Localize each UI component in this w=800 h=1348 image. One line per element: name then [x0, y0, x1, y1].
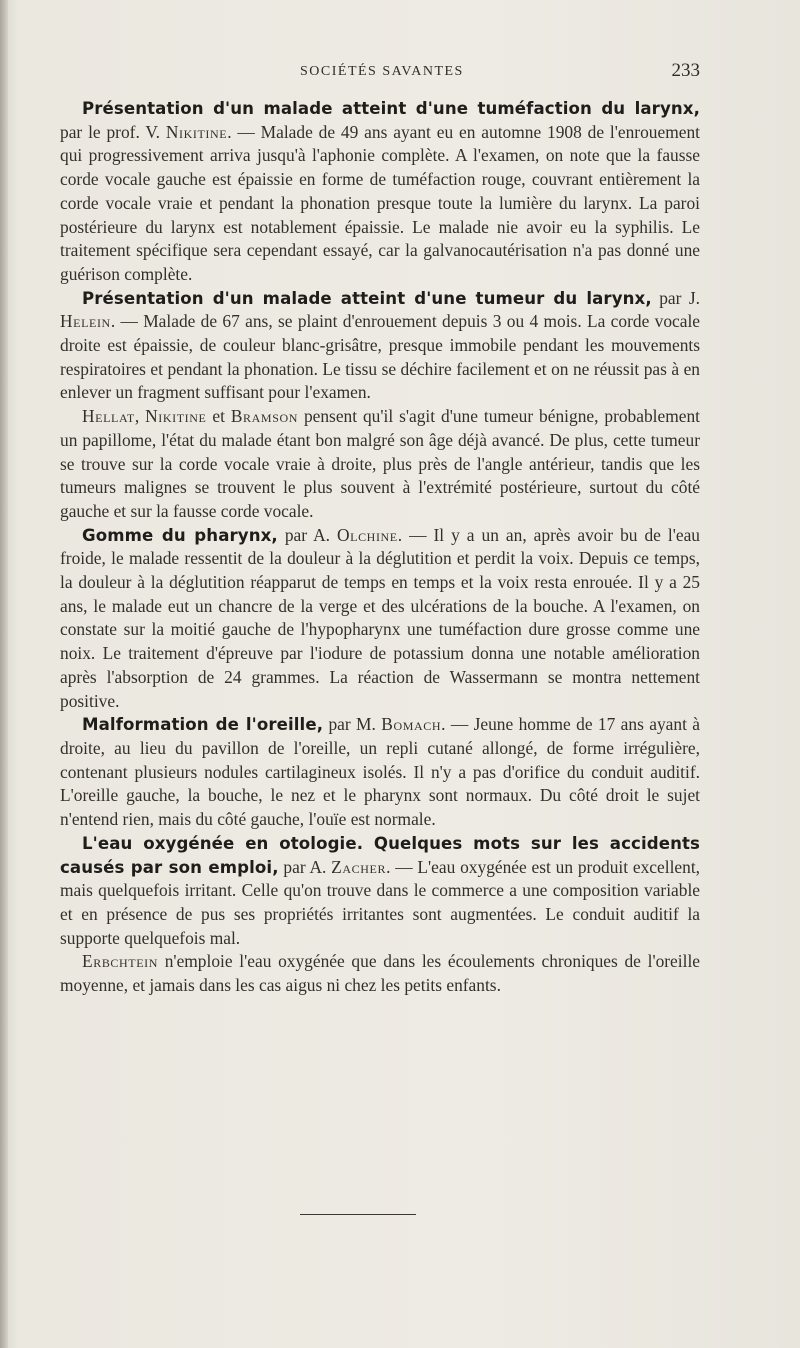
- byline-text: par le prof. V.: [60, 121, 166, 142]
- paragraph-eau-oxygenee: [60, 832, 700, 951]
- author-name: Zacher: [331, 856, 387, 877]
- paragraph-text: n'emploie l'eau oxygénée que dans les écoulements chroniques de l'oreille moyenne, et jamais dans les cas aigus ni chez les petits enfants.: [60, 951, 700, 996]
- paragraph-tumeur-larynx: [60, 287, 700, 406]
- section-end-rule: [300, 1214, 416, 1215]
- author-name: Hellat: [82, 406, 135, 427]
- page-spine-shadow: [0, 0, 8, 1348]
- article-body: [60, 97, 700, 998]
- section-heading: Présentation d'un malade atteint d'une tumeur du larynx,: [82, 288, 652, 308]
- paragraph-erbchtein: [60, 950, 700, 997]
- section-heading: Gomme du pharynx,: [82, 525, 278, 545]
- section-heading: Malformation de l'oreille,: [82, 715, 324, 735]
- paragraph-tumefaction-larynx: [60, 97, 700, 287]
- author-name: Bomach: [381, 714, 442, 735]
- separator-text: et: [206, 406, 231, 427]
- author-name: Nikitine: [165, 121, 228, 142]
- section-heading: L'eau oxygénée en otologie. Quelques mots sur les accidents causés par son emploi,: [60, 833, 700, 877]
- separator-text: ,: [134, 406, 146, 427]
- paragraph-text: . — Malade de 49 ans ayant eu en automne 1908 de l'enrouement qui progressivement arriva jusqu'à l'aphonie complète. A l'examen, on note que la fausse corde vocale gauche est épaissie en forme de tuméfaction rouge, couvrant entièrement la corde vocale vraie et pendant la phonation presque toute la lumière du larynx. La paroi postérieure du larynx est notablement épaissie. Le malade nie avoir eu la syphilis. Le traitement spécifique sera cependant essayé, car la galvanocautérisation n'a pas donné une guérison complète.: [60, 121, 700, 284]
- paragraph-text: . — L'eau oxygénée est un produit excellent, mais quelquefois irritant. Celle qu'on trouve dans le commerce a une composition variable et en présence de pus ses propriétés irritantes sont augmentées. Le conduit auditif la supporte quelquefois mal.: [60, 856, 700, 948]
- paragraph-text: . — Il y a un an, après avoir bu de l'eau froide, le malade ressentit de la douleur à la déglutition et perdit la voix. Depuis ce temps, la douleur à la déglutition réapparut de temps en temps et la voix resta enrouée. Il y a 25 ans, le malade eut un chancre de la verge et des ulcérations de la bouche. A l'examen, on constate sur la moitié gauche de l'hypopharynx une tuméfaction dure grosse comme une noix. Le traitement d'épreuve par l'iodure de potassium donna une notable amélioration après l'absorption de 24 grammes. La réaction de Wassermann se montra nettement positive.: [60, 524, 700, 711]
- author-name: Erbchtein: [82, 951, 159, 972]
- page-header: [60, 60, 700, 84]
- byline-text: par A.: [277, 524, 337, 545]
- paragraph-text: . — Jeune homme de 17 ans ayant à droite, au lieu du pavillon de l'oreille, un repli cutané allongé, de forme irrégulière, contenant plusieurs nodules cartilagineux isolés. Il n'y a pas d'orifice du conduit auditif. L'oreille gauche, la bouche, le nez et le pharynx sont normaux. Du côté droit le sujet n'entend rien, mais du côté gauche, l'ouïe est normale.: [60, 714, 700, 830]
- page-number: 233: [671, 60, 700, 81]
- author-name: Olchine: [336, 524, 398, 545]
- paragraph-gomme-pharynx: [60, 524, 700, 714]
- running-title: SOCIÉTÉS SAVANTES: [300, 64, 464, 79]
- paragraph-malformation-oreille: [60, 713, 700, 832]
- paragraph-text: . — Malade de 67 ans, se plaint d'enrouement depuis 3 ou 4 mois. La corde vocale droite est épaissie, de couleur blanc-grisâtre, presque immobile pendant les mouvements respiratoires et pendant la phonation. Le tissu se déchire facilement et on ne réussit pas à en enlever un fragment suffisant pour l'examen.: [60, 311, 700, 403]
- byline-text: par A.: [278, 856, 332, 877]
- author-name: Bramson: [230, 406, 299, 427]
- author-name: Helein: [60, 311, 111, 332]
- author-name: Nikitine: [145, 406, 207, 427]
- paragraph-discussion: [60, 405, 700, 524]
- section-heading: Présentation d'un malade atteint d'une tuméfaction du larynx,: [82, 99, 700, 118]
- byline-text: par J.: [651, 287, 700, 308]
- paragraph-text: pensent qu'il s'agit d'une tumeur bénigne, probablement un papillome, l'état du malade étant bon malgré son âge déjà avancé. De plus, cette tumeur se trouve sur la corde vocale vraie à droite, plus près de l'angle antérieur, tandis que les tumeurs malignes se trouvent le plus souvent à l'extrémité postérieure, surtout du côté gauche et sur la fausse corde vocale.: [60, 406, 700, 521]
- byline-text: par M.: [323, 714, 382, 735]
